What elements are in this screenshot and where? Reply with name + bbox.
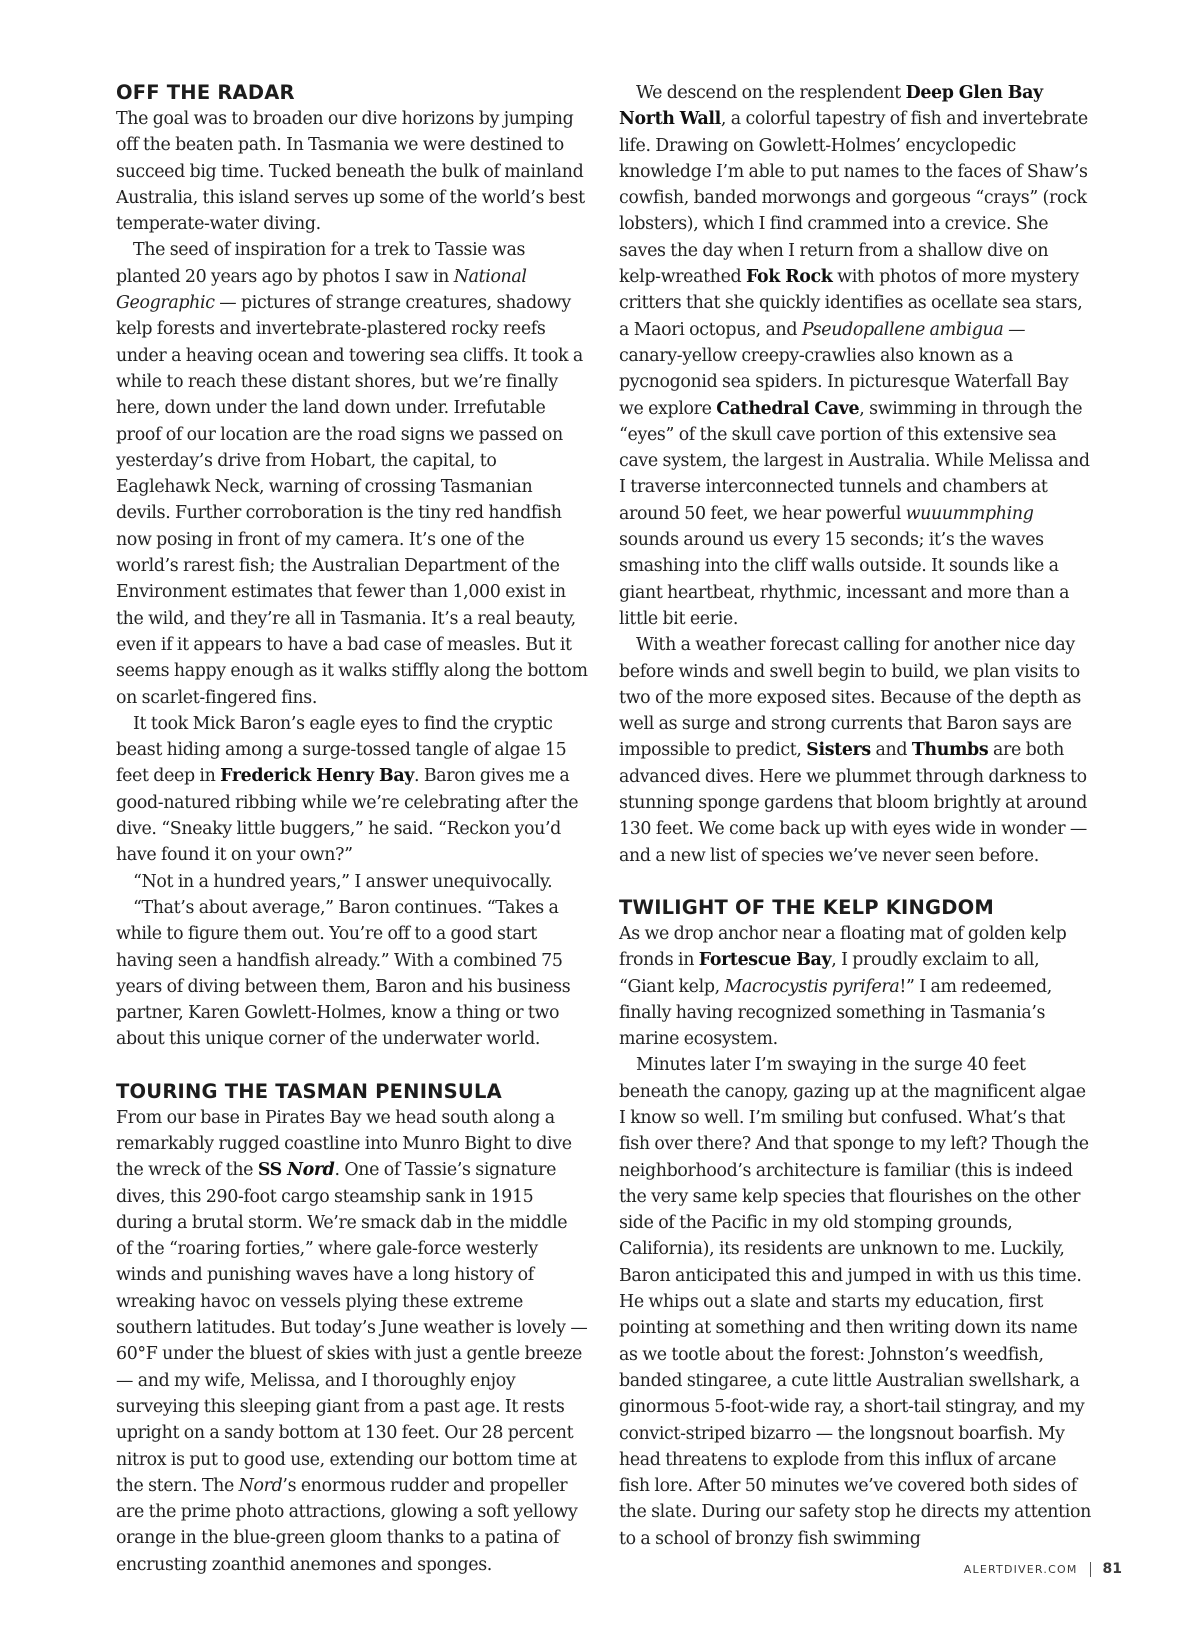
paragraph: “Not in a hundred years,” I answer unequivocally. (133, 871, 553, 892)
dive-site-name: Deep Glen Bay North Wall (619, 83, 1043, 130)
paragraph: Minutes later I’m swaying in the surge 40 feet beneath the canopy, gazing up at the magnificent algae I know so well. I’m smiling but confused. What’s that fish over there? And that sponge to my left? Though the neighborhood’s architecture is familiar (this is indeed the very same kelp species that flourishes on the other side of the Pacific in my old stomping grounds, California), its residents are unknown to me. Luckily, Baron anticipated this and jumped in with us this time. He whips out a slate and starts my education, first pointing at something and then writing down its name as we tootle about the forest: Johnston’s weedfish, banded stingaree, a cute little Australian swellshark, a ginormous 5-foot-wide ray, a short-tail stingray, and my convict-striped bizarro — the longsnout boarfish. My head threatens to explode from this influx of arcane fish lore. After 50 minutes we’ve covered both sides of the slate. During our safety stop he directs my attention to a school of bronzy fish swimming (619, 1055, 1091, 1549)
paragraph: The goal was to broaden our dive horizons by jumping off the beaten path. In Tasmania we were destined to succeed big time. Tucked beneath the bulk of mainland Australia, this island serves up some of the world’s best temperate-water diving. (116, 109, 585, 235)
page-number: 81 (1102, 1561, 1122, 1577)
paragraph: It took Mick Baron’s eagle eyes to find the cryptic beast hiding among a surge-tossed tangle of algae 15 feet deep in Frederick Henry Bay. Baron gives me a good-natured ribbing while we’re celebrating after the dive. “Sneaky little buggers,” he said. “Reckon you’d have found it on your own?” (116, 713, 579, 866)
paragraph: As we drop anchor near a floating mat of golden kelp fronds in Fortescue Bay, I proudly exclaim to all, “Giant kelp, Macrocystis pyrifera!” I am redeemed, finally having recognized something in Tasmania’s marine ecosystem. (619, 923, 1067, 1050)
paragraph: With a weather forecast calling for another nice day before winds and swell begin to build, we plan visits to two of the more exposed sites. Because of the depth as well as surge and strong currents that Baron says are impossible to predict, Sisters and Thumbs are both advanced dives. Here we plummet through darkness to stunning sponge gardens that bloom brightly at around 130 feet. We come back up with eyes wide in wonder — and a new list of species we’ve never seen before. (619, 635, 1087, 866)
ship-name: Nord (238, 1475, 283, 1496)
dive-site-name: SS Nord (257, 1160, 335, 1181)
dive-site-name: Frederick Henry Bay (220, 766, 414, 787)
footer-divider (1090, 1562, 1091, 1577)
publication-title: National Geographic (116, 266, 527, 314)
paragraph: “That’s about average,” Baron continues. “Takes a while to figure them out. You’re off to a good start having seen a handfish already.” With a combined 75 years of diving between them, Baron and his business partner, Karen Gowlett-Holmes, know a thing or two about this unique corner of the underwater world. (116, 897, 571, 1050)
dive-site-name: Fortescue Bay (698, 950, 832, 971)
paragraph: The seed of inspiration for a trek to Tassie was planted 20 years ago by photos I saw in National Geographic — pictures of strange creatures, shadowy kelp forests and invertebrate-plastered rocky reefs under a heaving ocean and towering sea cliffs. It took a while to reach these distant shores, but we’re finally here, down under the land down under. Irrefutable proof of our location are the road signs we passed on yesterday’s drive from Hobart, the capital, to Eaglehawk Neck, warning of crossing Tasmanian devils. Further corroboration is the tiny red handfish now posing in front of my camera. It’s one of the world’s rarest fish; the Australian Department of the Environment estimates that fewer than 1,000 exist in the wild, and they’re all in Tasmania. It’s a real beauty, even if it appears to have a bad case of measles. But it seems happy enough as it walks stiffly along the bottom on scarlet-fingered fins. (116, 240, 588, 708)
section-heading-touring-tasman-peninsula: TOURING THE TASMAN PENINSULA (116, 1079, 502, 1103)
species-name: Pseudopallene ambigua (801, 319, 1004, 340)
dive-site-name: Cathedral Cave (716, 398, 860, 419)
dive-site-name: Fok Rock (746, 267, 833, 288)
right-column (619, 80, 1091, 1552)
paragraph: We descend on the resplendent Deep Glen Bay North Wall, a colorful tapestry of fish and invertebrate life. Drawing on Gowlett-Holmes’ encyclopedic knowledge I’m able to put names to the faces of Shaw’s cowfish, banded morwongs and gorgeous “crays” (rock lobsters), which I find crammed into a crevice. She saves the day when I return from a shallow dive on kelp-wreathed Fok Rock with photos of more mystery critters that she quickly identifies as ocellate sea stars, a Maori octopus, and Pseudopallene ambigua — canary-yellow creepy-crawlies also known as a pycnogonid sea spiders. In picturesque Waterfall Bay we explore Cathedral Cave, swimming in through the “eyes” of the skull cave portion of this extensive sea cave system, the largest in Australia. While Melissa and I traverse interconnected tunnels and chambers at around 50 feet, we hear powerful wuuummphing sounds around us every 15 seconds; it’s the waves smashing into the cliff walls outside. It sounds like a giant heartbeat, rhythmic, incessant and more than a little bit eerie. (619, 83, 1090, 629)
dive-site-name: Sisters (806, 740, 871, 761)
paragraph: From our base in Pirates Bay we head south along a remarkably rugged coastline into Munro Bight to dive the wreck of the SS Nord. One of Tassie’s signature dives, this 290-foot cargo steamship sank in 1915 during a brutal storm. We’re smack dab in the middle of the “roaring forties,” where gale-force westerly winds and punishing waves have a long history of wreaking havoc on vessels plying these extreme southern latitudes. But today’s June weather is lovely — 60°F under the bluest of skies with just a gentle breeze — and my wife, Melissa, and I thoroughly enjoy surveying this sleeping giant from a past age. It rests upright on a sandy bottom at 130 feet. Our 28 percent nitrox is put to good use, extending our bottom time at the stern. The Nord’s enormous rudder and propeller are the prime photo attractions, glowing a soft yellowy orange in the blue-green gloom thanks to a patina of encrusting zoanthid anemones and sponges. (116, 1107, 588, 1575)
page-footer (964, 1561, 1122, 1577)
species-name: Macrocystis pyrifera (724, 976, 900, 997)
left-column (116, 80, 588, 1578)
section-heading-off-the-radar: OFF THE RADAR (116, 81, 295, 104)
section-heading-twilight-kelp-kingdom: TWILIGHT OF THE KELP KINGDOM (619, 895, 994, 919)
site-url: ALERTDIVER.COM (963, 1562, 1078, 1576)
emphasis: wuuummphing (905, 503, 1034, 524)
dive-site-name: Thumbs (911, 740, 989, 761)
